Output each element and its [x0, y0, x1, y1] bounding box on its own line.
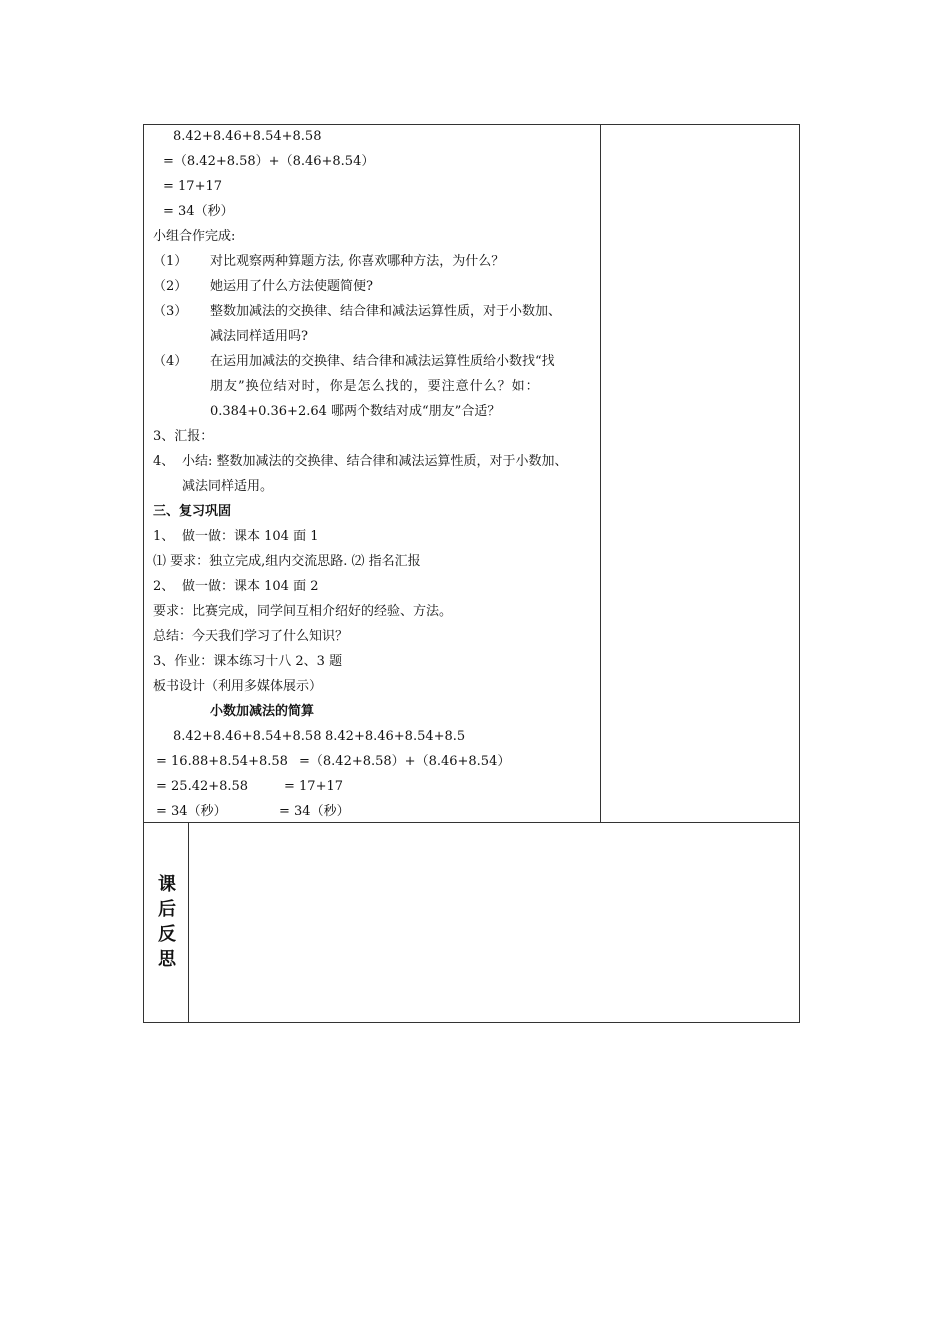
question-text: 她运用了什么方法使题简便?: [210, 279, 373, 294]
item-number: 2、: [153, 579, 175, 594]
reflection-char: 思: [158, 949, 176, 970]
question-number: （3）: [153, 304, 188, 319]
calc-line: = 34（秒）: [163, 204, 234, 219]
item-number: 4、: [153, 454, 175, 469]
exercise-text: 做一做：课本 104 面 1: [182, 529, 319, 544]
question-number: （4）: [153, 354, 188, 369]
board-title: 小数加减法的简算: [210, 704, 315, 719]
board-calc-right: 8.42+8.46+8.54+8.5: [325, 729, 466, 744]
reflection-char: 后: [158, 899, 176, 920]
exercise-text: 做一做：课本 104 面 2: [182, 579, 319, 594]
board-calc-right: =（8.42+8.58）+（8.46+8.54）: [299, 754, 511, 769]
question-number: （1）: [153, 254, 188, 269]
question-text: 整数加减法的交换律、结合律和减法运算性质，对于小数加、: [210, 304, 562, 319]
board-calc-left: = 25.42+8.58: [156, 779, 249, 794]
item-number: 1、: [153, 529, 175, 544]
column-divider: [600, 124, 601, 823]
calc-line: =（8.42+8.58）+（8.46+8.54）: [163, 154, 375, 169]
row-divider: [143, 822, 800, 823]
board-calc-right: = 17+17: [284, 779, 344, 794]
requirement-text: 要求：比赛完成，同学间互相介绍好的经验、方法。: [153, 604, 453, 619]
homework-text: 3、作业：课本练习十八 2、3 题: [153, 654, 343, 669]
board-calc-left: = 34（秒）: [156, 804, 227, 819]
group-work-heading: 小组合作完成:: [153, 229, 236, 244]
calc-line: = 17+17: [163, 179, 223, 194]
question-text: 对比观察两种算题方法, 你喜欢哪种方法，为什么？: [210, 254, 505, 269]
board-calc-right: = 34（秒）: [279, 804, 350, 819]
conclusion-text: 总结：今天我们学习了什么知识？: [153, 629, 349, 644]
calc-line: 8.42+8.46+8.54+8.58: [173, 129, 322, 144]
board-calc-left: 8.42+8.46+8.54+8.58: [173, 729, 322, 744]
reflection-label: [146, 872, 188, 972]
reflection-char: 反: [158, 924, 176, 945]
question-text: 减法同样适用吗?: [210, 329, 308, 344]
summary-text: 小结: 整数加减法的交换律、结合律和减法运算性质，对于小数加、: [182, 454, 568, 469]
board-design-text: 板书设计（利用多媒体展示）: [153, 679, 323, 694]
board-calc-left: = 16.88+8.54+8.58: [156, 754, 288, 769]
question-text: 在运用加减法的交换律、结合律和减法运算性质给小数找“找: [210, 354, 555, 369]
reflection-char: 课: [158, 874, 176, 895]
reflection-divider: [188, 822, 189, 1022]
question-text: 0.384+0.36+2.64 哪两个数结对成“朋友”合适？: [210, 404, 501, 419]
section-heading: 三、复习巩固: [153, 504, 232, 519]
summary-text: 减法同样适用。: [182, 479, 274, 494]
question-text: 朋友”换位结对时，你是怎么找的，要注意什么？如：: [210, 379, 540, 394]
report-line: 3、汇报：: [153, 429, 214, 444]
question-number: （2）: [153, 279, 188, 294]
requirement-text: ⑴ 要求：独立完成,组内交流思路. ⑵ 指名汇报: [153, 554, 421, 569]
